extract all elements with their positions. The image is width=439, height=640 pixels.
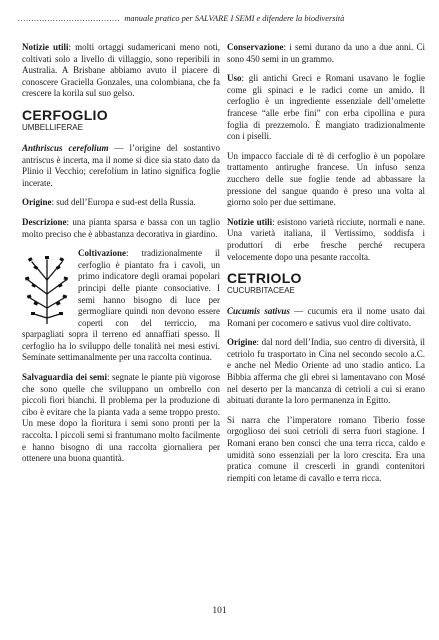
text-notizie-utili-2: : esistono varietà ricciute, normali e nane. Una varietà italiana, il Vertissimo, soddisfa i produttori di erbe fresche perché recupera velocemente dopo una pesante raccolta.	[227, 216, 425, 262]
paragraph-tiberio: Si narra che l’imperatore romano Tiberio fosse orgoglioso dei suoi cetrioli di serra fuori stagione. I Romani erano ben consci che una terra ricca, caldo e umidità sono essenziali per la loro crescita. Era una pratica comune il crescerli in grandi contenitori riempiti con letame di cavallo e terra ricca.	[227, 414, 425, 483]
paragraph-descrizione	[22, 217, 220, 240]
text-coltivazione: : tradizionalmente il cerfoglio è piantato fra i cavoli, un primo indicatore degli oramai popolari principi delle piante consociative. I semi hanno bisogno di luce per germogliare quindi non devono essere coperti con del terriccio, ma sparpagliati sopra il terreno ed annaffiati spesso. Il cerfoglio ha lo sviluppo delle tonalità nei mesi estivi. Seminate settimanalmente per una raccolta continua.	[22, 248, 220, 363]
label-origine-cetriolo: Origine	[227, 337, 257, 348]
species-name-cetriolo: Cucumis sativus	[227, 306, 290, 317]
paragraph-salvaguardia	[22, 372, 220, 465]
paragraph-species-cerfoglio	[22, 143, 220, 189]
section-family-umbelliferae: UMBELLIFERAE	[22, 122, 83, 132]
species-name-cerfoglio: Anthriscus cerefolium	[22, 142, 109, 153]
text-salvaguardia: : segnate le piante più vigorose che sono quelle che sviluppano un ombrello con piccoli fiori bianchi. Il problema per la produzione di cibo è evitare che la pianta vada a seme troppo presto. Un mese dopo la fioritura i semi sono pronti per la raccolta. I piccoli semi si frantumano molto facilmente e hanno bisogno di una raccolta giornaliera per ottenere una buona quantità.	[22, 372, 220, 464]
paragraph-notizie-utili	[22, 42, 220, 100]
paragraph-origine-cetriolo	[227, 337, 425, 407]
label-origine: Origine	[22, 197, 52, 208]
running-header	[18, 14, 423, 23]
paragraph-species-cetriolo	[227, 306, 425, 329]
chervil-plant-illustration	[22, 250, 72, 324]
text-species-cetriolo: — cucumis era il nome usato dai Romani per cocomero e sativus vuol dire coltivato.	[227, 306, 425, 328]
paragraph-impacco: Un impacco facciale di tè di cerfoglio è un popolare trattamento antirughe francese. Un infuso senza zucchero delle sue foglie tende ad abbassare la pressione del sangue quando è preso una volta al giorno solo per due settimane.	[227, 150, 425, 208]
text-conservazione: : i semi durano da uno a due anni. Ci sono 450 semi in un grammo.	[227, 42, 425, 64]
paragraph-conservazione	[227, 42, 425, 65]
header-dots: ......................................	[18, 14, 121, 23]
label-notizie-utili-2: Notizie utili	[227, 216, 273, 227]
label-conservazione: Conservazione	[227, 42, 284, 52]
section-title-cerfoglio: CERFOGLIO	[22, 106, 108, 123]
label-descrizione: Descrizione	[22, 216, 67, 227]
section-title-cetriolo: CETRIOLO	[227, 270, 302, 287]
section-family-cucurbitaceae: CUCURBITACEAE	[227, 286, 295, 296]
label-salvaguardia: Salvaguardia dei semi	[22, 372, 108, 383]
text-origine-cetriolo: : dal nord dell’India, suo centro di diversità, il cetriolo fu trasportato in Cina nel secondo secolo a.C. e anche nel Medio Oriente ad uno stadio antico. La Bibbia afferma che gli ebrei si lamentavano con Mosé nel deserto per la mancanza di cetrioli a cui si erano abituati durante la loro permanenza in Egitto.	[227, 337, 425, 406]
text-uso: : gli antichi Greci e Romani usavano le foglie come gli spinaci e le radici come un amido. Il cerfoglio è un ingrediente essenziale dell’omelette francese “alle erbe fini” con erba cipollina e pura foglia di prezzemolo. È mangiato tradizionalmente con i piselli.	[227, 73, 425, 142]
page-number: 101	[212, 606, 227, 616]
paragraph-notizie-utili-cerfoglio	[227, 217, 425, 263]
text-species-cerfoglio: — l’origine del sostantivo antriscus è incerta, ma il nome si dice sia stato dato da Plinio il Vecchio; cerefolium in latino significa foglie incerate.	[22, 142, 220, 188]
text-notizie-utili: : molti ortaggi sudamericani meno noti, coltivati solo a livello di villaggio, sono reperibili in Australia. A Brisbane abbiamo avuto il piacere di conoscere Graciella Gonzales, una colombiana, che fa crescere la korila sul suo gelso.	[22, 42, 220, 99]
paragraph-origine-cerfoglio	[22, 197, 220, 209]
label-notizie-utili: Notizie utili	[22, 42, 69, 52]
header-title: manuale pratico per SALVARE I SEMI e difendere la biodiversità	[124, 14, 345, 23]
paragraph-uso	[227, 73, 425, 143]
paragraph-coltivazione	[22, 248, 220, 364]
text-origine-cerfoglio: : sud dell’Europa e sud-est della Russia.	[51, 197, 196, 208]
text-descrizione: : una pianta sparsa e bassa con un taglio molto preciso che è abbastanza decorativa in giardino.	[22, 216, 220, 239]
label-coltivazione: Coltivazione	[78, 248, 126, 259]
right-column	[227, 42, 425, 492]
left-column	[22, 42, 220, 473]
label-uso: Uso	[227, 73, 242, 84]
